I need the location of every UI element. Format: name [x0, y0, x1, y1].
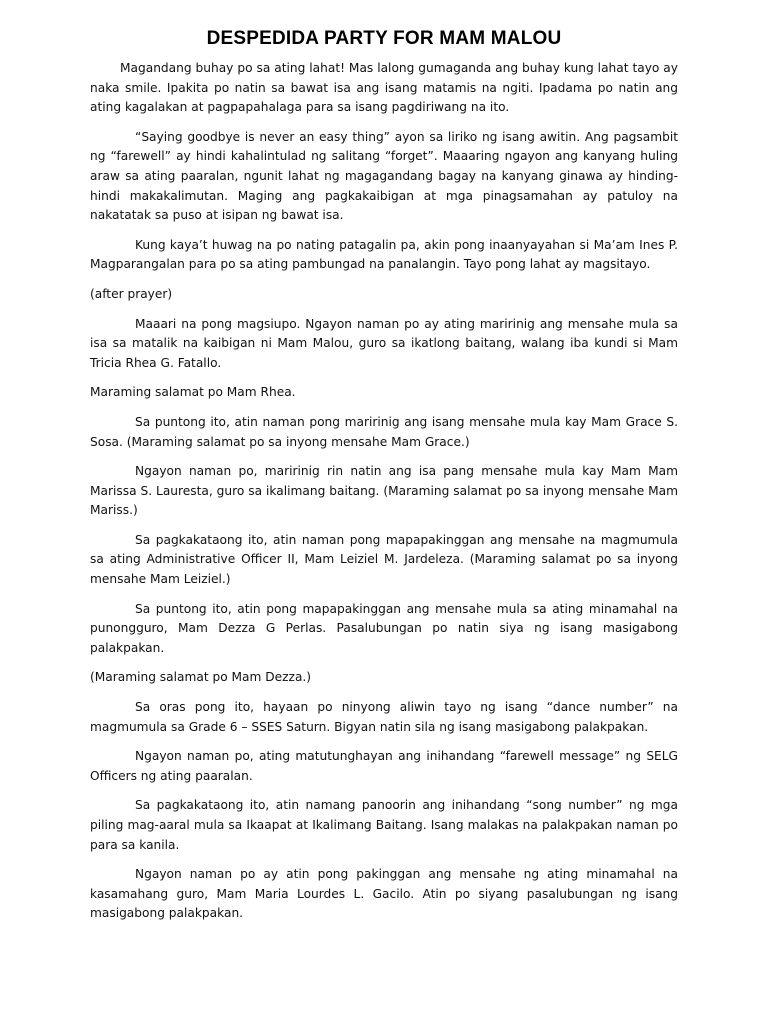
paragraph-prayer-invitation: Kung kaya’t huwag na po nating patagalin pa, akin pong inaanyayahan si Ma’am Ines P. Magparangalan para po sa ating pambungad na panalangin. Tayo pong lahat ay magsitayo.: [90, 237, 678, 272]
paragraph-message-marissa: Ngayon naman po, maririnig rin natin ang isa pang mensahe mula kay Mam Mam Marissa S. Lauresta, guro sa ikalimang baitang. (Maraming salamat po sa inyong mensahe Mam Mariss.): [90, 464, 678, 518]
document-title: DESPEDIDA PARTY FOR MAM MALOU: [206, 28, 562, 49]
paragraph-after-prayer: (after prayer): [90, 286, 173, 301]
paragraph-greeting: Magandang buhay po sa ating lahat! Mas lalong gumaganda ang buhay kung lahat tayo ay naka smile. Ipakita po natin sa bawat isa ang isang matamis na ngiti. Ipadama po natin ang ating kagalakan at pagpapahalaga para sa isang pagdiriwang na ito.: [90, 61, 678, 115]
paragraph-dance-number: Sa oras pong ito, hayaan po ninyong aliwin tayo ng isang “dance number” na magmumula sa Grade 6 – SSES Saturn. Bigyan natin sila ng isang masigabong palakpakan.: [90, 700, 678, 734]
paragraph-selg-message: Ngayon naman po, ating matutunghayan ang inihandang “farewell message” ng SELG Officers ng ating paaralan.: [90, 749, 678, 783]
document-page: [90, 28, 678, 934]
paragraph-message-grace: Sa puntong ito, atin naman pong maririnig ang isang mensahe mula kay Mam Grace S. Sosa. (Maraming salamat po sa inyong mensahe Mam Grace.): [90, 414, 678, 449]
paragraph-message-leiziel: Sa pagkakataong ito, atin naman pong mapapakinggan ang mensahe na magmumula sa ating Administrative Officer II, Mam Leiziel M. Jardeleza. (Maraming salamat po sa inyong mensahe Mam Leiziel.): [90, 532, 678, 587]
paragraph-thanks-rhea: Maraming salamat po Mam Rhea.: [90, 385, 296, 400]
paragraph-thanks-dezza: (Maraming salamat po Mam Dezza.): [90, 670, 312, 685]
paragraph-song-number: Sa pagkakataong ito, atin namang panoorin ang inihandang “song number” ng mga piling mag-aaral mula sa Ikaapat at Ikalimang Baitang. Isang malakas na palakpakan naman po para sa kanila.: [90, 798, 678, 852]
paragraph-message-gacilo: Ngayon naman po ay atin pong pakinggan ang mensahe ng ating minamahal na kasamahang guro, Mam Maria Lourdes L. Gacilo. Atin po siyang pasalubungan ng isang masigabong palakpakan.: [90, 867, 678, 921]
paragraph-message-dezza: Sa puntong ito, atin pong mapapakinggan ang mensahe mula sa ating minamahal na punongguro, Mam Dezza G Perlas. Pasalubungan po natin siya ng isang masigabong palakpakan.: [90, 601, 678, 655]
paragraph-message-rhea: Maaari na pong magsiupo. Ngayon naman po ay ating maririnig ang mensahe mula sa isa sa matalik na kaibigan ni Mam Malou, guro sa ikatlong baitang, walang iba kundi si Mam Tricia Rhea G. Fatallo.: [90, 316, 678, 370]
paragraph-farewell-intro: “Saying goodbye is never an easy thing” ayon sa liriko ng isang awitin. Ang pagsambit ng “farewell” ay hindi kahalintulad ng salitang “forget”. Maaaring ngayon ang kanyang huling araw sa ating paaralan, ngunit lahat ng magagandang bagay na kanyang ginawa ay hinding-hindi makakalimutan. Maging ang pagkakaibigan at mga pinagsamahan ay patuloy na nakatatak sa puso at isipan ng bawat isa.: [90, 129, 678, 223]
